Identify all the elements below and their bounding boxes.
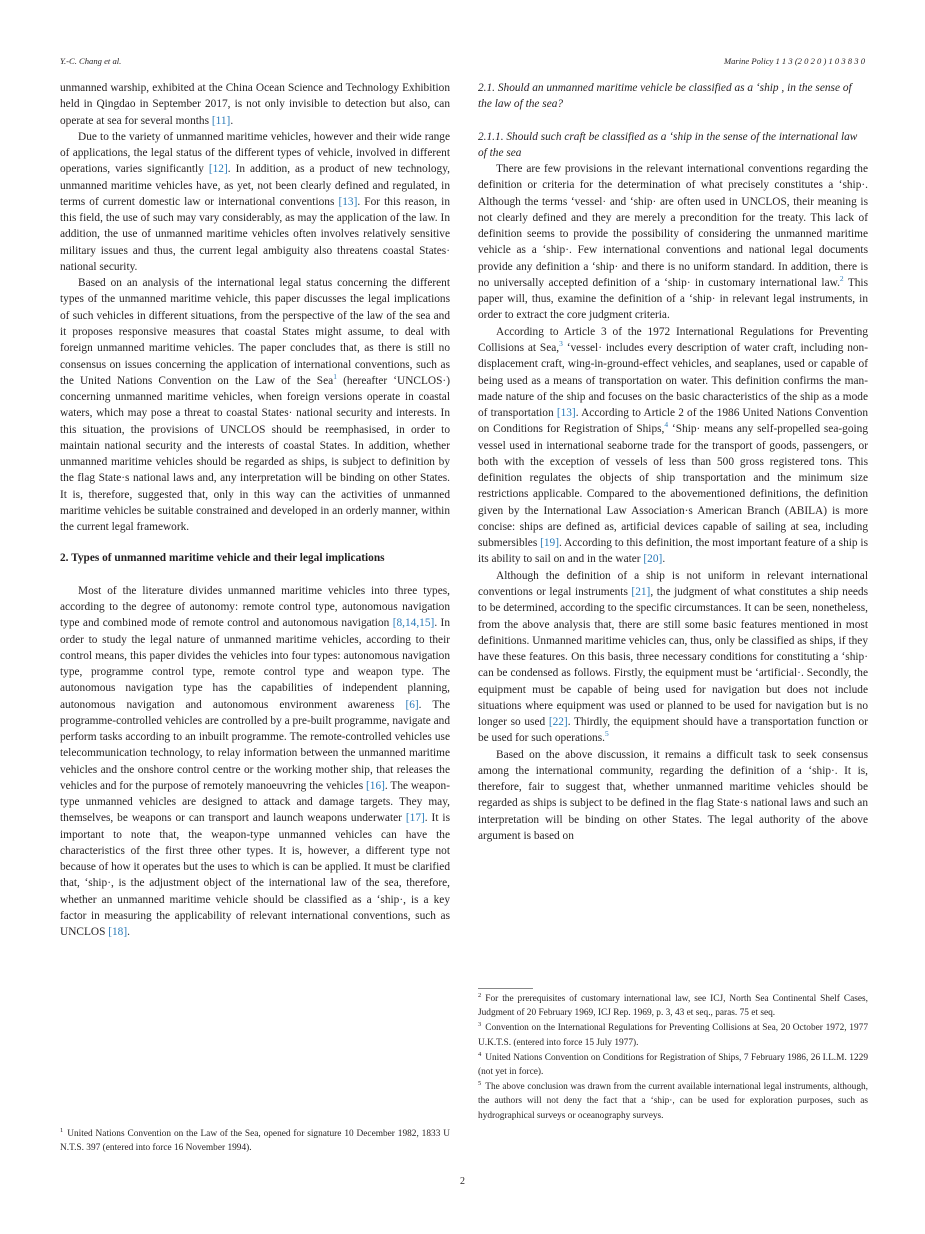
footnote-ref[interactable]: 1 (333, 372, 337, 381)
footnote-text: Convention on the International Regulations for Preventing Collisions at Sea, 20 October 1972, 1977 U.K.T.S. (entered into force 15 July 1977). (478, 1023, 868, 1048)
footnote-number: 4 (478, 1050, 482, 1058)
footnote (478, 1021, 868, 1049)
citation-link[interactable]: [22] (548, 716, 568, 729)
citation-link[interactable]: [19] (540, 537, 559, 550)
footnote-number: 1 (60, 1126, 64, 1134)
footnote-text: The above conclusion was drawn from the current available international legal instruments, although, the authors will not deny the fact that a ‘ship·, can be used for exploration purposes, such as hydrographical surveys or oceanography surveys. (478, 1082, 868, 1121)
citation-link[interactable]: [21] (631, 585, 651, 598)
right-column (478, 80, 868, 844)
subsection-heading: 2.1. Should an unmanned maritime vehicle be classified as a ‘ship , in the sense of the law of the sea? (478, 82, 852, 111)
paragraph-text: ‘Ship· means any self-propelled sea-going vessel used in international seaborne trade for the transport of goods, passengers, or both with the exception of vessels of less than 500 gross registered tons. This definition regulates the objects of ship transportation and the minimum size restrictions applicable. Compared to the abovementioned definitions, the definition given by the International Law Association·s American Branch (ABILA) is more concise: ships are defined as, artificial devices capable of sailing at sea, including submersibles [19]. According to this definition, the most important feature of a ship is its ability to sail on and in the water [20]. (478, 423, 868, 566)
page-number: 2 (460, 1176, 465, 1187)
footnote-text: United Nations Convention on the Law of the Sea, opened for signature 10 December 1982, 1833 U N.T.S. 397 (entered into force 16 November 1994). (60, 1129, 450, 1154)
footnote-text: United Nations Convention on Conditions for Registration of Ships, 7 February 1986, 26 I.L.M. 1229 (not yet in force). (478, 1052, 868, 1078)
footnote-number: 3 (478, 1021, 482, 1029)
citation-link[interactable]: [6] (405, 698, 419, 711)
footnote-ref[interactable]: 2 (839, 274, 844, 284)
citation-link[interactable]: [17] (405, 812, 425, 825)
subsubsection-heading: 2.1.1. Should such craft be classified as a ‘ship in the sense of the international law of the sea (478, 130, 858, 159)
paragraph (60, 275, 450, 535)
paragraph-text: Although the definition of a ship is not uniform in relevant international conventions or legal instruments [21], the judgment of what constitutes a ship needs to be determined, according to the specific circumstances. It can be seen, nonetheless, from the above analysis that, there are still some basic features mentioned in most definitions. Unmanned maritime vehicles can, thus, only be classified as ships, if they have these features. On this basis, three necessary conditions for constituting a ‘ship· can be condensed as follows. Firstly, the equipment must be ‘artificial·. Secondly, the equipment must be capable of being used for navigation but does not include situations where equipment was used or planned to be used for navigation but is no longer so used [22]. Thirdly, the equipment should have a transportation function or be used for such operations. (478, 569, 869, 745)
running-header-authors: Y.-C. Chang et al. (60, 56, 122, 66)
paragraph-text: Based on an analysis of the international legal status concerning the different types of the unmanned maritime vehicle, this paper discusses the legal implications of such vehicles in different situations, from the perspective of the law of the sea and it proposes responsive measures that coastal States might assume, to deal with foreign unmanned maritime vehicles. The paper concludes that, as there is still no consensus on issues concerning the application of international conventions, such as the United Nations Convention on the Law of the Sea (60, 277, 450, 387)
footnote-1 (60, 1127, 450, 1156)
paragraph-text: This paper will, thus, examine the definition of a ‘ship· in relevant legal instruments, in order to extract the core judgment criteria. (478, 276, 868, 322)
paragraph-text: According to Article 3 of the 1972 International Regulations for Preventing Collisions at Sea, (478, 325, 868, 354)
citation-link[interactable]: [12] (208, 163, 228, 176)
citation-link[interactable]: [16] (366, 779, 385, 792)
footnote-ref[interactable]: 4 (664, 420, 669, 430)
citation-link[interactable]: [13] (338, 195, 358, 208)
footnote-ref[interactable]: 3 (559, 339, 563, 349)
paragraph-text: There are few provisions in the relevant international conventions regarding the definition or criteria for the determination of what precisely constitutes a ‘ship·. Although the terms ‘vessel· and ‘ship· are often used in UNCLOS, their meaning is not clearly defined and they are merely a precondition for the treaty. This lack of definition seems to provide the possibility of considering the unmanned maritime vehicle as a ‘ship·. Few international conventions and national legal documents provide any definition a ‘ship· and there is no uniform standard. In addition, there is no universally accepted definition of a ‘ship· in customary international law. (478, 163, 868, 289)
paragraph: Due to the variety of unmanned maritime vehicles, however and their wide range of applications, the legal status of the different types of vehicle, involved in different operations, varies significantly [12]. In addition, as a product of new technology, unmanned maritime vehicles have, as yet, not been clearly defined and regulated, in terms of current domestic law or international conventions [13]. For this reason, in this field, the use of such may vary considerably, as may the application of the law. In addition, the use of unmanned maritime vehicles often involves relatively sensitive military issues and thus, the current legal ambiguity also threatens coastal States· national security. (60, 130, 451, 273)
citation-link[interactable]: [11] (211, 114, 231, 127)
footnote-number: 5 (478, 1080, 482, 1088)
footnote (478, 1080, 868, 1123)
paragraph-text: (hereafter ‘UNCLOS·) concerning unmanned maritime vehicles, when foreign versions operate in coastal waters, which may pose a threat to coastal States· national security and interests. In this situation, the provisions of UNCLOS should be reemphasised, in order to maintain national security and the interests of coastal States. In addition, whether unmanned maritime vehicles should be regarded as ships, is subject to definition by the flag State·s national laws and, any interpretation will be binding on other States. It is, therefore, suggested that, only in this way can the activities of unmanned maritime vehicles be suitable constrained and developed in an orderly manner, within the current legal framework. (60, 374, 450, 534)
citation-link[interactable]: [20] (643, 553, 663, 566)
paragraph: Based on the above discussion, it remains a difficult task to seek consensus among the international community, regarding the definition of a ‘ship·. It is, therefore, fair to suggest that, whether unmanned maritime vehicles should be regarded as ships is subject to be defined in the flag State·s national laws and such an interpretation will be binding on other States. The legal authority of the above argument is based on (478, 748, 868, 842)
footnote-number: 2 (478, 991, 482, 999)
footnotes-right (478, 992, 868, 1124)
footnote (478, 1051, 868, 1079)
running-header-journal: Marine Policy 1 1 3 (2 0 2 0 ) 1 0 3 8 3 0 (723, 56, 865, 66)
paragraph (478, 161, 868, 324)
citation-link[interactable]: [13] (556, 407, 576, 420)
citation-link[interactable]: [18] (108, 926, 128, 939)
section-heading: 2. Types of unmanned maritime vehicle and their legal implications (60, 552, 385, 565)
citation-link[interactable]: [8,14,15] (392, 617, 435, 630)
footnote-ref[interactable]: 5 (604, 729, 609, 739)
paragraph: Most of the literature divides unmanned maritime vehicles into three types, according to the degree of autonomy: remote control type, autonomous navigation type and combined mode of remote control and autonomous navigation [8,14,15]. In order to study the legal nature of unmanned maritime vehicles, according to their control means, this paper divides the vehicles into four types: autonomous navigation type, programme control type, remote control type and weapon type. The autonomous navigation type has the capabilities of independent planning, autonomous navigation and autonomous environment awareness [6]. The programme-controlled vehicles are controlled by a pre-built programme, navigate and perform tasks according to an inbuilt programme. The remote-controlled vehicles use telecommunication technology, to relay information between the unmanned maritime vehicles and the onshore control centre or the working mother ship, that releases the vehicles and for the purpose of remotely manoeuvring the vehicles [16]. The weapon-type unmanned vehicles are designed to attack and damage targets. They may, themselves, be weapons or can transport and launch weapons underwater [17]. It is important to note that, the weapon-type unmanned vehicles can have the characteristics of the first three other types. It is, however, a different type not because of how it operates but the uses to which is can be applied. It must be clarified that, ‘ship·, is the adjustment object of the international law of the sea, therefore, whether an unmanned maritime vehicle should be classified as a ‘ship·, is a key factor in measuring the applicability of relevant international conventions, such as UNCLOS [18]. (60, 584, 451, 939)
paragraph (478, 324, 868, 568)
footnote (478, 992, 868, 1020)
paragraph: unmanned warship, exhibited at the China Ocean Science and Technology Exhibition held in Qingdao in September 2017, is not only invisible to detection but also, can operate at sea for several months [11]. (60, 82, 450, 127)
left-column (60, 80, 450, 941)
paragraph (478, 568, 868, 747)
footnote-divider (478, 988, 533, 989)
paragraph-text: ‘vessel· includes every description of water craft, including non-displacement craft, wing-in-ground-effect vehicles, and seaplanes, used or capable of being used as a means of transportation on water. This definition confirms the man-made nature of the ship and focuses on the basic characteristics of the ship as a mode of transportation [13]. According to Article 2 of the 1986 United Nations Convention on Conditions for Registration of Ships, (478, 341, 868, 436)
footnote-text: For the prerequisites of customary international law, see ICJ, North Sea Continental Shelf Cases, Judgment of 20 February 1969, ICJ Rep. 1969, p. 3, 43 et seq., paras. 75 et seq. (478, 994, 868, 1019)
